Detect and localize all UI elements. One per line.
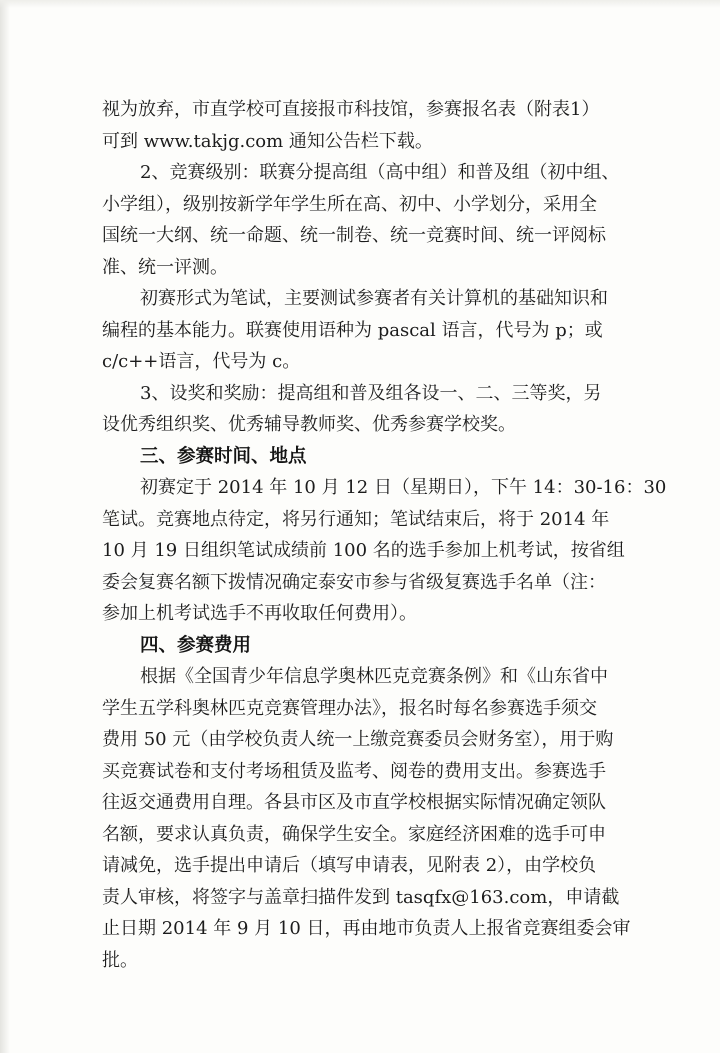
body-line: 请减免，选手提出申请后（填写申请表，见附表 2），由学校负 xyxy=(102,855,597,876)
body-line: 笔试。竞赛地点待定，将另行通知；笔试结束后，将于 2014 年 xyxy=(102,508,610,530)
body-line: 委会复赛名额下拨情况确定泰安市参与省级复赛选手名单（注： xyxy=(102,571,606,593)
section-item-3: 3、设奖和奖励：提高组和普及组各设一、二、三等奖，另 xyxy=(140,382,602,404)
body-line: 学生五学科奥林匹克竞赛管理办法》，报名时每名参赛选手须交 xyxy=(102,697,597,719)
body-line: 10 月 19 日组织笔试成绩前 100 名的选手参加上机考试，按省组 xyxy=(102,540,625,561)
section-item-2: 2、竞赛级别：联赛分提高组（高中组）和普及组（初中组、 xyxy=(140,162,620,183)
body-line: 设优秀组织奖、优秀辅导教师奖、优秀参赛学校奖。 xyxy=(102,414,516,435)
paragraph-start: 根据《全国青少年信息学奥林匹克竞赛条例》和《山东省中 xyxy=(140,666,608,687)
body-line: 准、统一评测。 xyxy=(102,256,228,278)
body-line: 国统一大纲、统一命题、统一制卷、统一竞赛时间、统一评阅标 xyxy=(102,225,606,246)
body-line: 参加上机考试选手不再收取任何费用）。 xyxy=(102,603,417,624)
document-body xyxy=(102,94,702,976)
body-line: 责人审核，将签字与盖章扫描件发到 tasqfx@163.com，申请截 xyxy=(102,886,620,908)
body-line: 编程的基本能力。联赛使用语种为 pascal 语言，代号为 p；或 xyxy=(102,319,603,341)
body-line: 批。 xyxy=(102,949,138,971)
body-line: 名额，要求认真负责，确保学生安全。家庭经济困难的选手可申 xyxy=(102,823,606,845)
section-heading-time-place: 三、参赛时间、地点 xyxy=(140,445,307,467)
body-line: 往返交通费用自理。各县市区及市直学校根据实际情况确定领队 xyxy=(102,792,606,813)
body-line: 费用 50 元（由学校负责人统一上缴竞赛委员会财务室），用于购 xyxy=(102,729,614,750)
body-line: 买竞赛试卷和支付考场租赁及监考、阅卷的费用支出。参赛选手 xyxy=(102,760,606,782)
body-line: 可到 www.takjg.com 通知公告栏下载。 xyxy=(102,130,433,152)
body-line: 止日期 2014 年 9 月 10 日，再由地市负责人上报省竞赛组委会审 xyxy=(102,918,631,939)
paragraph-start: 初赛形式为笔试，主要测试参赛者有关计算机的基础知识和 xyxy=(140,288,608,309)
body-line: c/c++语言，代号为 c。 xyxy=(102,351,301,372)
scan-shadow-left xyxy=(0,0,10,1053)
scan-shadow-top xyxy=(0,0,720,8)
paragraph-start: 初赛定于 2014 年 10 月 12 日（星期日），下午 14：30-16：30 xyxy=(140,477,667,498)
section-heading-fees: 四、参赛费用 xyxy=(140,634,252,656)
body-line: 视为放弃，市直学校可直接报市科技馆，参赛报名表（附表1） xyxy=(102,99,600,120)
body-line: 小学组），级别按新学年学生所在高、初中、小学划分，采用全 xyxy=(102,193,597,215)
